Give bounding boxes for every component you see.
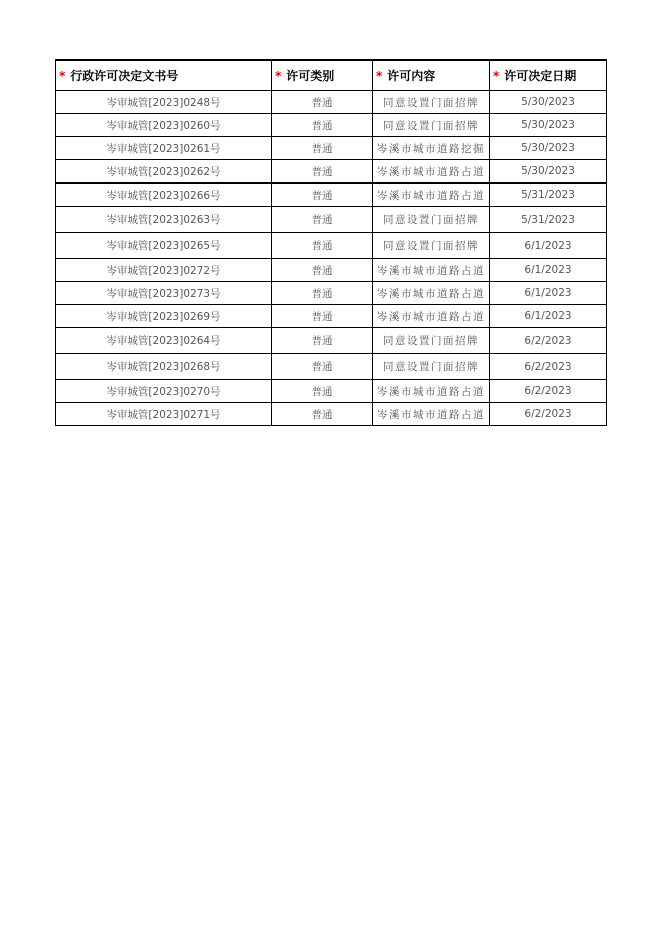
cell-category: 普通: [272, 137, 373, 160]
cell-category: 普通: [272, 282, 373, 305]
cell-date: 6/2/2023: [490, 403, 607, 426]
table-row: [56, 114, 607, 137]
cell-content: 岑溪市城市道路占道: [373, 259, 490, 282]
table-row: [56, 380, 607, 403]
table-row: [56, 160, 607, 184]
cell-content: 同意设置门面招牌: [373, 233, 490, 259]
cell-date: 5/30/2023: [490, 137, 607, 160]
cell-content: 同意设置门面招牌: [373, 91, 490, 114]
cell-content: 岑溪市城市道路占道: [373, 380, 490, 403]
cell-doc-number: 岑审城管[2023]0248号: [56, 91, 272, 114]
required-star: *: [275, 69, 282, 83]
header-label: 许可内容: [387, 69, 436, 83]
cell-content: 岑溪市城市道路占道: [373, 160, 490, 184]
table-row: [56, 403, 607, 426]
cell-date: 6/2/2023: [490, 380, 607, 403]
table-row: [56, 233, 607, 259]
cell-date: 5/30/2023: [490, 91, 607, 114]
cell-category: 普通: [272, 114, 373, 137]
cell-category: 普通: [272, 207, 373, 233]
cell-date: 6/1/2023: [490, 282, 607, 305]
cell-content: 同意设置门面招牌: [373, 114, 490, 137]
cell-content: 岑溪市城市道路占道: [373, 282, 490, 305]
cell-doc-number: 岑审城管[2023]0268号: [56, 354, 272, 380]
cell-date: 5/30/2023: [490, 114, 607, 137]
cell-category: 普通: [272, 305, 373, 328]
cell-date: 6/2/2023: [490, 354, 607, 380]
cell-category: 普通: [272, 259, 373, 282]
cell-date: 5/31/2023: [490, 183, 607, 207]
cell-date: 5/30/2023: [490, 160, 607, 184]
cell-category: 普通: [272, 328, 373, 354]
cell-doc-number: 岑审城管[2023]0260号: [56, 114, 272, 137]
cell-doc-number: 岑审城管[2023]0272号: [56, 259, 272, 282]
table-row: [56, 305, 607, 328]
cell-date: 6/1/2023: [490, 233, 607, 259]
table-row: [56, 354, 607, 380]
cell-date: 6/1/2023: [490, 259, 607, 282]
table-row: [56, 207, 607, 233]
permit-decision-table: [55, 59, 607, 426]
table-row: [56, 137, 607, 160]
cell-doc-number: 岑审城管[2023]0261号: [56, 137, 272, 160]
cell-category: 普通: [272, 403, 373, 426]
cell-category: 普通: [272, 160, 373, 184]
table-row: [56, 282, 607, 305]
header-label: 许可类别: [286, 69, 335, 83]
cell-doc-number: 岑审城管[2023]0265号: [56, 233, 272, 259]
table-row: [56, 328, 607, 354]
header-row: [56, 60, 607, 91]
cell-doc-number: 岑审城管[2023]0269号: [56, 305, 272, 328]
cell-date: 5/31/2023: [490, 207, 607, 233]
table-row: [56, 183, 607, 207]
cell-date: 6/2/2023: [490, 328, 607, 354]
cell-doc-number: 岑审城管[2023]0262号: [56, 160, 272, 184]
required-star: *: [59, 69, 66, 83]
header-doc-number: [56, 60, 272, 91]
header-label: 许可决定日期: [504, 69, 577, 83]
cell-content: 同意设置门面招牌: [373, 328, 490, 354]
cell-category: 普通: [272, 380, 373, 403]
cell-category: 普通: [272, 183, 373, 207]
required-star: *: [376, 69, 383, 83]
cell-category: 普通: [272, 233, 373, 259]
cell-doc-number: 岑审城管[2023]0271号: [56, 403, 272, 426]
header-date: [490, 60, 607, 91]
required-star: *: [493, 69, 500, 83]
cell-content: 同意设置门面招牌: [373, 207, 490, 233]
cell-doc-number: 岑审城管[2023]0266号: [56, 183, 272, 207]
table-row: [56, 91, 607, 114]
cell-doc-number: 岑审城管[2023]0273号: [56, 282, 272, 305]
cell-content: 岑溪市城市道路占道: [373, 305, 490, 328]
cell-doc-number: 岑审城管[2023]0263号: [56, 207, 272, 233]
cell-doc-number: 岑审城管[2023]0264号: [56, 328, 272, 354]
header-content: [373, 60, 490, 91]
cell-content: 同意设置门面招牌: [373, 354, 490, 380]
cell-category: 普通: [272, 91, 373, 114]
header-label: 行政许可决定文书号: [70, 69, 179, 83]
cell-content: 岑溪市城市道路占道: [373, 183, 490, 207]
cell-doc-number: 岑审城管[2023]0270号: [56, 380, 272, 403]
table-row: [56, 259, 607, 282]
cell-category: 普通: [272, 354, 373, 380]
header-category: [272, 60, 373, 91]
cell-content: 岑溪市城市道路占道: [373, 403, 490, 426]
cell-date: 6/1/2023: [490, 305, 607, 328]
cell-content: 岑溪市城市道路挖掘: [373, 137, 490, 160]
